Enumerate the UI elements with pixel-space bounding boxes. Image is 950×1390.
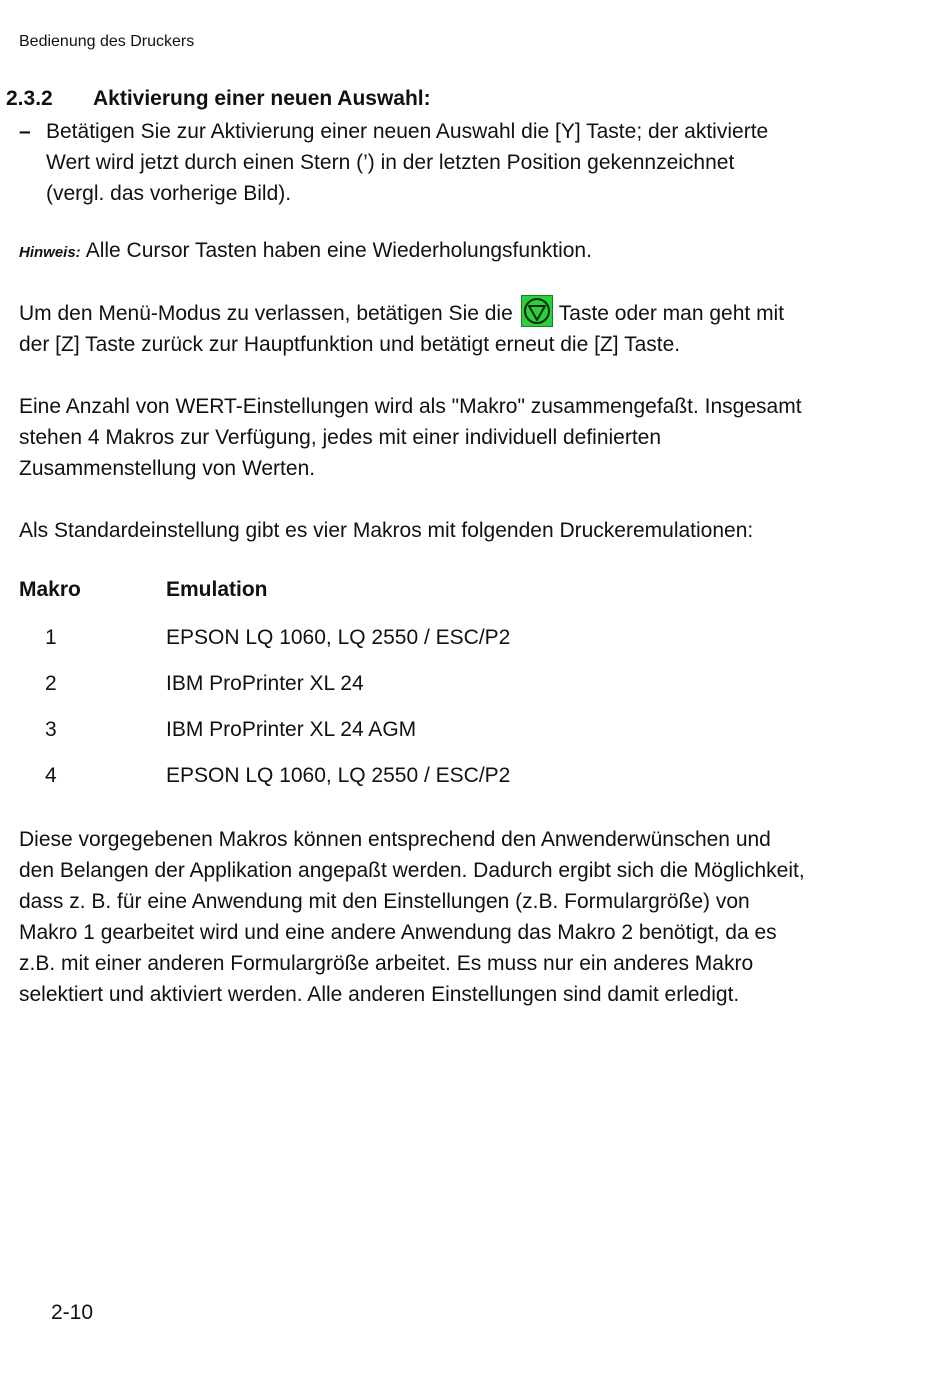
macro-number: 4 bbox=[45, 764, 57, 787]
table-row bbox=[19, 764, 719, 810]
menu-exit-text-before: Um den Menü-Modus zu verlassen, betätigen Sie die bbox=[19, 302, 513, 325]
table-row bbox=[19, 672, 719, 718]
custom-macros-paragraph: Diese vorgegebenen Makros können entsprechend den Anwenderwünschen und den Belangen der Applikation angepaßt werden. Dadurch ergibt sich die Möglichkeit, dass z. B. für eine Anwendung mit den Einstellungen (z.B. Formulargröße) von Makro 1 gearbeitet wird und eine andere Anwendung das Makro 2 benötigt, da es z.B. mit einer anderen Formulargröße arbeitet. Es muss nur ein anderes Makro selektiert und aktiviert werden. Alle anderen Einstellungen sind damit erledigt. bbox=[19, 828, 805, 1006]
default-macros-paragraph: Als Standardeinstellung gibt es vier Makros mit folgenden Druckeremulationen: bbox=[19, 519, 754, 542]
note bbox=[19, 239, 592, 263]
macro-emulation: IBM ProPrinter XL 24 AGM bbox=[166, 718, 417, 741]
running-head: Bedienung des Druckers bbox=[19, 33, 195, 50]
section-title: Aktivierung einer neuen Auswahl: bbox=[93, 87, 431, 110]
section-heading bbox=[6, 87, 431, 111]
column-header-macro: Makro bbox=[19, 578, 81, 601]
macro-table bbox=[19, 578, 719, 810]
macro-emulation: EPSON LQ 1060, LQ 2550 / ESC/P2 bbox=[166, 764, 511, 787]
note-label: Hinweis: bbox=[19, 244, 81, 261]
menu-exit-key-icon bbox=[521, 295, 553, 327]
column-header-emulation: Emulation bbox=[166, 578, 268, 601]
table-row bbox=[19, 626, 719, 672]
page-number: 2-10 bbox=[51, 1301, 94, 1324]
macro-number: 2 bbox=[45, 672, 57, 695]
table-row bbox=[19, 718, 719, 764]
macro-number: 3 bbox=[45, 718, 57, 741]
macro-emulation: IBM ProPrinter XL 24 bbox=[166, 672, 364, 695]
menu-exit-paragraph bbox=[19, 298, 809, 360]
menu-exit-text-after: Taste oder man geht mit der [Z] Taste zurück zur Hauptfunktion und betätigt erneut die [Z] Taste. bbox=[19, 302, 785, 356]
macro-paragraph: Eine Anzahl von WERT-Einstellungen wird als "Makro" zusammengefaßt. Insgesamt stehen 4 Makros zur Verfügung, jedes mit einer individuell definierten Zusammenstellung von Werten. bbox=[19, 395, 802, 480]
note-text: Alle Cursor Tasten haben eine Wiederholungsfunktion. bbox=[85, 239, 592, 262]
table-header bbox=[19, 578, 719, 626]
bullet-item bbox=[19, 116, 779, 209]
macro-emulation: EPSON LQ 1060, LQ 2550 / ESC/P2 bbox=[166, 626, 511, 649]
bullet-text: Betätigen Sie zur Aktivierung einer neuen Auswahl die [Y] Taste; der aktivierte Wert wird jetzt durch einen Stern (’) in der letzten Position gekennzeichnet (vergl. das vorherige Bild). bbox=[46, 120, 769, 205]
bullet-marker: – bbox=[19, 120, 31, 143]
macro-number: 1 bbox=[45, 626, 57, 649]
section-number: 2.3.2 bbox=[6, 87, 53, 110]
